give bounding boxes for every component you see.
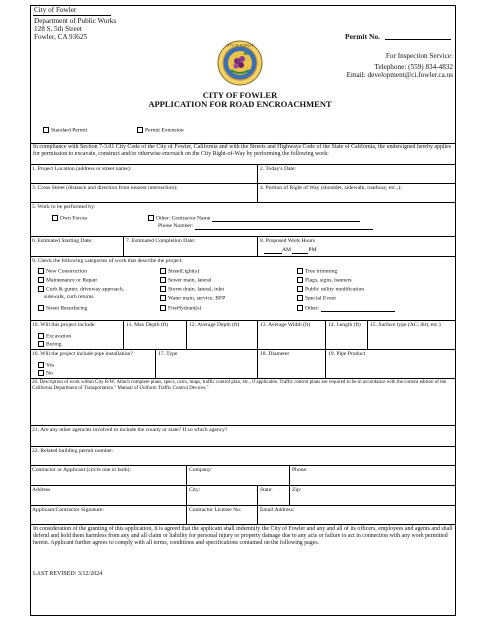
field-surface-type[interactable]: 15. Surface type (AC, dirt, etc.) [370,322,441,328]
category-curb-gutter-cont: sidewalk, curb returns [44,294,94,300]
category-other[interactable]: Other: [297,305,395,312]
field-start-date[interactable]: 6. Estimated Starting Date: [32,238,93,244]
inspection-email[interactable]: Email: development@ci.fowler.ca.us [346,71,453,79]
field-length[interactable]: 14. Length (ft) [328,322,361,328]
divider [257,236,258,256]
form-title-line2: APPLICATION FOR ROAD ENCROACHMENT [148,99,332,109]
divider [30,236,456,237]
divider [289,485,290,505]
field-zip[interactable]: Zip: [292,487,302,493]
permit-extension-label: Permit Extension [145,127,184,134]
field-pipe-product[interactable]: 19. Pipe Product [328,351,366,357]
divider [30,164,456,165]
own-forces-label: Own Forces [60,215,88,222]
field-contractor-applicant[interactable]: Contractor or Applicant (circle one or both): [32,467,132,473]
work-performed-by-label: 5. Work to be performed by: [32,204,96,210]
pm-label: PM [308,247,317,253]
option-excavation[interactable]: Excavation [38,333,71,340]
divider [186,320,187,349]
checkbox[interactable] [52,215,58,221]
field-signature[interactable]: Applicant/Contractor Signature: [32,507,104,513]
project-include-label: 10. Will this project include: [32,322,96,328]
field-cross-street[interactable]: 3. Cross Street (distance and direction from nearest intersection): [32,185,178,191]
category-storm-drain[interactable]: Storm drain, lateral, inlet [160,286,224,293]
field-type[interactable]: 17. Type [158,351,178,357]
divider [155,349,156,378]
divider [30,425,456,426]
field-phone[interactable]: Phone: [292,467,308,473]
field-state[interactable]: State: [260,487,273,493]
divider [30,202,456,203]
divider [30,446,456,447]
checkbox[interactable] [137,127,143,133]
categories-label: 9. Check the following categories of work that describe the project: [32,258,183,264]
other-contractor-label: Other: Contractor Name [156,215,211,222]
divider [257,183,258,202]
divider [257,164,258,183]
standard-permit-label: Standard Permit [51,127,88,134]
divider [186,465,187,485]
divider [186,485,187,505]
divider [257,349,258,378]
field-license-number[interactable]: Contractor License No: [189,507,242,513]
field-max-depth[interactable]: 11. Max Depth (ft) [126,322,169,328]
permit-number-field[interactable] [385,39,451,40]
category-fire-hydrants[interactable]: FireHydrant(s) [160,305,201,312]
divider [30,256,456,257]
category-streetlights[interactable]: StreetLight(s) [160,268,199,275]
category-street-resurfacing[interactable]: Street Resurfacing [38,305,87,312]
field-diameter[interactable]: 18. Diameter [260,351,290,357]
field-city[interactable]: City: [189,487,201,493]
divider [30,505,456,506]
permit-number-label: Permit No. [345,32,380,41]
divider [325,320,326,349]
divider [186,505,187,524]
field-email-address[interactable]: Email Address: [260,507,295,513]
option-boring[interactable]: Boring [38,341,62,348]
field-average-depth[interactable]: 12. Average Depth (ft) [189,322,240,328]
divider [30,465,456,466]
city-state-zip: Fowler, CA 93625 [34,33,88,41]
form-title-line1: CITY OF FOWLER [202,90,278,100]
divider [30,320,456,321]
other-field[interactable] [321,306,395,312]
indemnity-paragraph: In consideration of the granting of this application, it is agreed that the applicant shall indemnify the City of Fowler and any and all of its officers, employees and agents and shall defend and hold them harmless from any and all claim or liability for personal injury or property damage due to any acts or failure to act in connection with any work permitted herein. Applicant further agrees to comply with all terms, conditions and specifications contained on the following pages. [33,526,453,546]
field-todays-date[interactable]: 2. Today's Date: [260,166,297,172]
option-yes[interactable]: Yes [38,362,54,369]
field-completion-date[interactable]: 7. Estimated Completion Date: [126,238,196,244]
category-special-event[interactable]: Special Event [297,295,336,302]
divider [367,320,368,349]
field-building-permit[interactable]: 22. Related building permit number: [32,448,114,454]
permit-extension-option[interactable] [137,127,184,134]
inspection-telephone: Telephone: (559) 834-4832 [374,63,453,71]
other-contractor-option[interactable] [148,215,360,222]
inspection-label: For Inspection Service: [385,52,453,60]
category-sewer[interactable]: Sewer main, lateral [160,277,211,284]
field-project-location[interactable]: 1. Project Location (address or street name): [32,166,132,172]
city-seal-icon [217,40,263,86]
intro-paragraph: In compliance with Section 7-3.01 City Code of the City of Fowler, California and with the Streets and Highways Code of the State of California, the undersigned hereby applies for permission to excavate, construct and/or otherwise encroach on the City Right-of-Way by performing the following work: [33,144,452,157]
divider [30,524,456,525]
field-company[interactable]: Company: [189,467,213,473]
divider [289,465,290,485]
phone-number-row [158,223,373,230]
divider [257,320,258,349]
category-new-construction[interactable]: New Construction [38,268,87,275]
phone-number-field[interactable] [195,224,373,230]
department-name: Department of Public Works [34,17,117,25]
category-flags-signs[interactable]: Flags, signs, banners [297,277,352,284]
city-name: City of Fowler [34,6,77,14]
work-hours-field[interactable] [264,247,317,254]
field-description-of-work[interactable]: 20. Description of work within City R/W: Attach complete plans, specs, calcs, maps, traffic control plan, etc., if applicable. Traffic control plans are required to be in accordance with the current edition of the California Department of Transportation " Manual of Uniform Traffic Control Devices." [32,380,447,391]
category-maintenance[interactable]: Maintenance or Repair [38,277,97,284]
divider [257,485,258,505]
am-label: AM [282,247,292,253]
category-tree-trimming[interactable]: Tree trimming [297,268,337,275]
field-address[interactable]: Address [32,487,51,493]
last-revised: LAST REVISED: 3/12/2024 [33,571,103,577]
divider [30,378,456,379]
field-other-agencies[interactable]: 21. Are any other agencies involved to include the county or state? If so which agency? [32,427,228,433]
divider [257,505,258,524]
divider [30,349,456,350]
category-public-utility[interactable]: Public utility modification [297,286,364,293]
checkbox[interactable] [43,127,49,133]
field-average-width[interactable]: 13. Average Width (ft) [260,322,311,328]
divider [123,236,124,256]
checkbox[interactable] [148,215,154,221]
category-curb-gutter[interactable]: Curb & gutter, driveway approach, [38,286,124,293]
city-name-underline [33,15,111,16]
divider [30,485,456,486]
proposed-work-hours-label: 8. Proposed Work Hours [260,238,316,244]
seal-lettering: CITY OF FOWLER [226,43,254,48]
divider [325,349,326,378]
street-address: 128 S. 5th Street [34,25,82,33]
contractor-name-field[interactable] [212,216,360,222]
option-no[interactable]: No [38,370,53,377]
standard-permit-option[interactable] [43,127,87,134]
pipe-installation-label: 16. Will the project include pipe installation? [32,351,133,357]
own-forces-option[interactable] [52,215,87,222]
field-right-of-way[interactable]: 4. Portion of Right of Way (shoulder, sidewalk, roadway, etc.,): [260,185,402,191]
phone-number-label: Phone Number: [158,223,194,229]
category-water-main[interactable]: Water main, service, BFP [160,295,225,302]
divider [30,183,456,184]
divider [123,320,124,349]
